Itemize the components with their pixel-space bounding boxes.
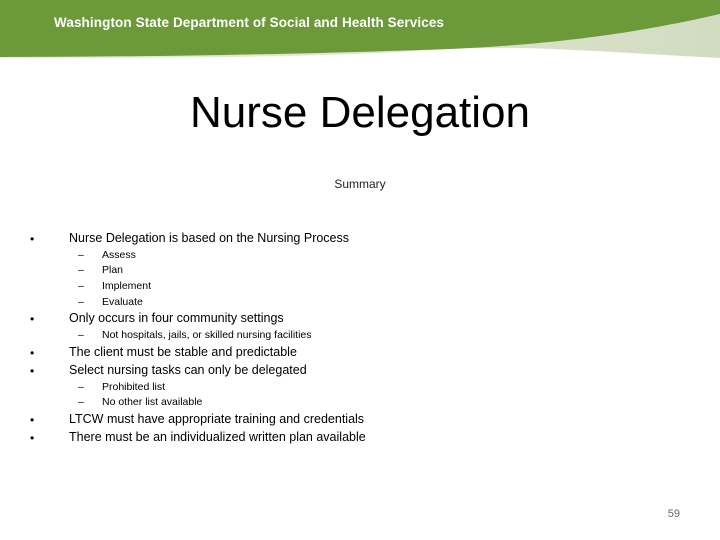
header-title: Washington State Department of Social and Health Services (54, 15, 445, 30)
dash-marker: – (78, 381, 84, 393)
sub-bullet-text: Not hospitals, jails, or skilled nursing facilities (102, 329, 312, 341)
dash-marker: – (78, 249, 84, 261)
bullet-text: Only occurs in four community settings (69, 311, 284, 325)
slide-title: Nurse Delegation (190, 88, 530, 137)
page-number: 59 (667, 508, 680, 520)
bullet-marker: • (30, 431, 35, 445)
header-banner (0, 0, 720, 58)
bullet-text: Select nursing tasks can only be delegated (69, 363, 307, 377)
dash-marker: – (78, 280, 84, 292)
bullet-marker: • (30, 232, 35, 246)
sub-bullet-text: Prohibited list (102, 381, 166, 393)
dash-marker: – (78, 329, 84, 341)
bullet-text: There must be an individualized written plan available (69, 430, 366, 444)
bullet-marker: • (30, 346, 35, 360)
bullet-marker: • (30, 312, 35, 326)
sub-bullet-text: Assess (102, 249, 136, 261)
bullet-marker: • (30, 364, 35, 378)
bullet-text: The client must be stable and predictable (69, 345, 297, 359)
slide-subtitle: Summary (334, 177, 386, 191)
dash-marker: – (78, 264, 84, 276)
sub-bullet-text: No other list available (102, 396, 203, 408)
sub-bullet-text: Plan (102, 264, 124, 276)
bullet-marker: • (30, 413, 35, 427)
sub-bullet-text: Evaluate (102, 296, 143, 308)
bullet-text: Nurse Delegation is based on the Nursing Process (69, 231, 350, 245)
bullet-text: LTCW must have appropriate training and credentials (69, 412, 365, 426)
dash-marker: – (78, 296, 84, 308)
dash-marker: – (78, 396, 84, 408)
sub-bullet-text: Implement (102, 280, 152, 292)
